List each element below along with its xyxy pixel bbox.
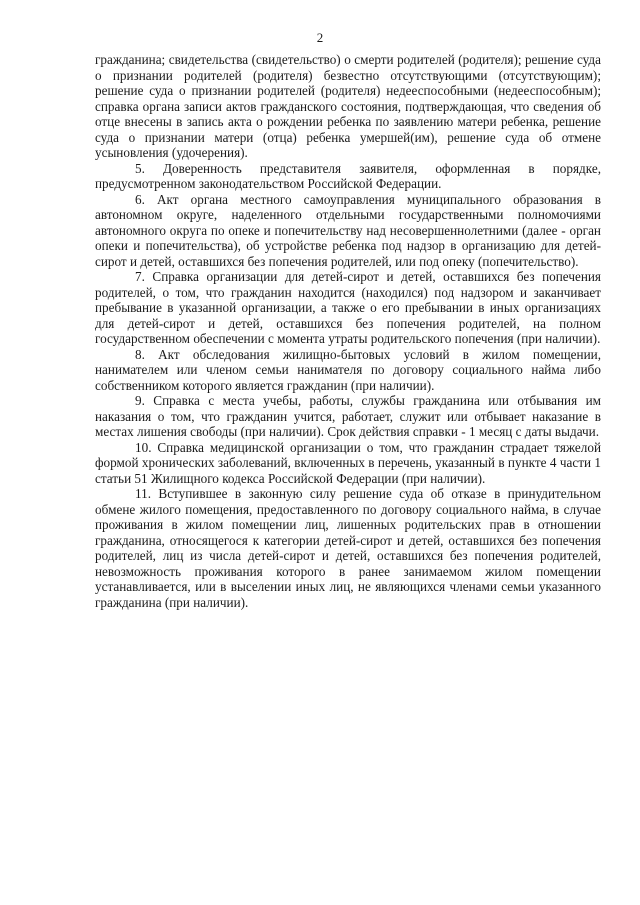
paragraph-continuation: гражданина; свидетельства (свидетельство) о смерти родителей (родителя); решение суда о признании родителей (родителя) безвестно отсутствующими (отсутствующим); решение суда о признании родителей (родителя) недееспособными (недееспособным); справка органа записи актов гражданского состояния, подтверждающая, что сведения об отце внесены в запись акта о рождении ребенка по заявлению матери ребенка, решение суда о признании матери (отца) ребенка умершей(им), решение суда об отмене усыновления (удочерения). [95, 52, 601, 160]
paragraph-item-6: 6. Акт органа местного самоуправления муниципального образования в автономном округе, наделенного отдельными государственными полномочиями автономного округа по опеке и попечительству над несовершеннолетними (далее - орган опеки и попечительства), об устройстве ребенка под надзор в организацию для детей-сирот и детей, оставшихся без попечения родителей, или под опеку (попечительство). [95, 191, 601, 269]
paragraph-item-5: 5. Доверенность представителя заявителя, оформленная в порядке, предусмотренном законодательством Российской Федерации. [95, 160, 601, 191]
paragraph-item-7: 7. Справка организации для детей-сирот и детей, оставшихся без попечения родителей, о том, что гражданин находится (находился) под надзором и заканчивает пребывание в указанной организации, а также о его пребывании в иных организациях для детей-сирот и детей, оставшихся без попечения родителей, на полном государственном обеспечении с момента утраты родительского попечения (при наличии). [95, 269, 601, 346]
paragraph-item-10: 10. Справка медицинской организации о том, что гражданин страдает тяжелой формой хронических заболеваний, включенных в перечень, указанный в пункте 4 части 1 статьи 51 Жилищного кодекса Российской Федерации (при наличии). [95, 439, 601, 486]
paragraph-item-9: 9. Справка с места учебы, работы, службы гражданина или отбывания им наказания о том, что гражданин учится, работает, служит или отбывает наказание в местах лишения свободы (при наличии). Срок действия справки - 1 месяц с даты выдачи. [95, 393, 601, 439]
page-number: 2 [316, 30, 324, 45]
document-body [95, 52, 601, 610]
paragraph-item-11: 11. Вступившее в законную силу решение суда об отказе в принудительном обмене жилого помещения, предоставленного по договору социального найма, в случае проживания в жилом помещении лиц, лишенных родительских прав в отношении гражданина, относящегося к категории детей-сирот и детей, оставшихся без попечения родителей, лиц из числа детей-сирот и детей, оставшихся без попечения родителей, невозможность проживания которого в ранее занимаемом жилом помещении устанавливается, или в выселении иных лиц, не являющихся членами семьи указанного гражданина (при наличии). [95, 486, 601, 610]
paragraph-item-8: 8. Акт обследования жилищно-бытовых условий в жилом помещении, нанимателем или членом семьи нанимателя по договору социального найма либо собственником которого является гражданин (при наличии). [95, 346, 601, 393]
